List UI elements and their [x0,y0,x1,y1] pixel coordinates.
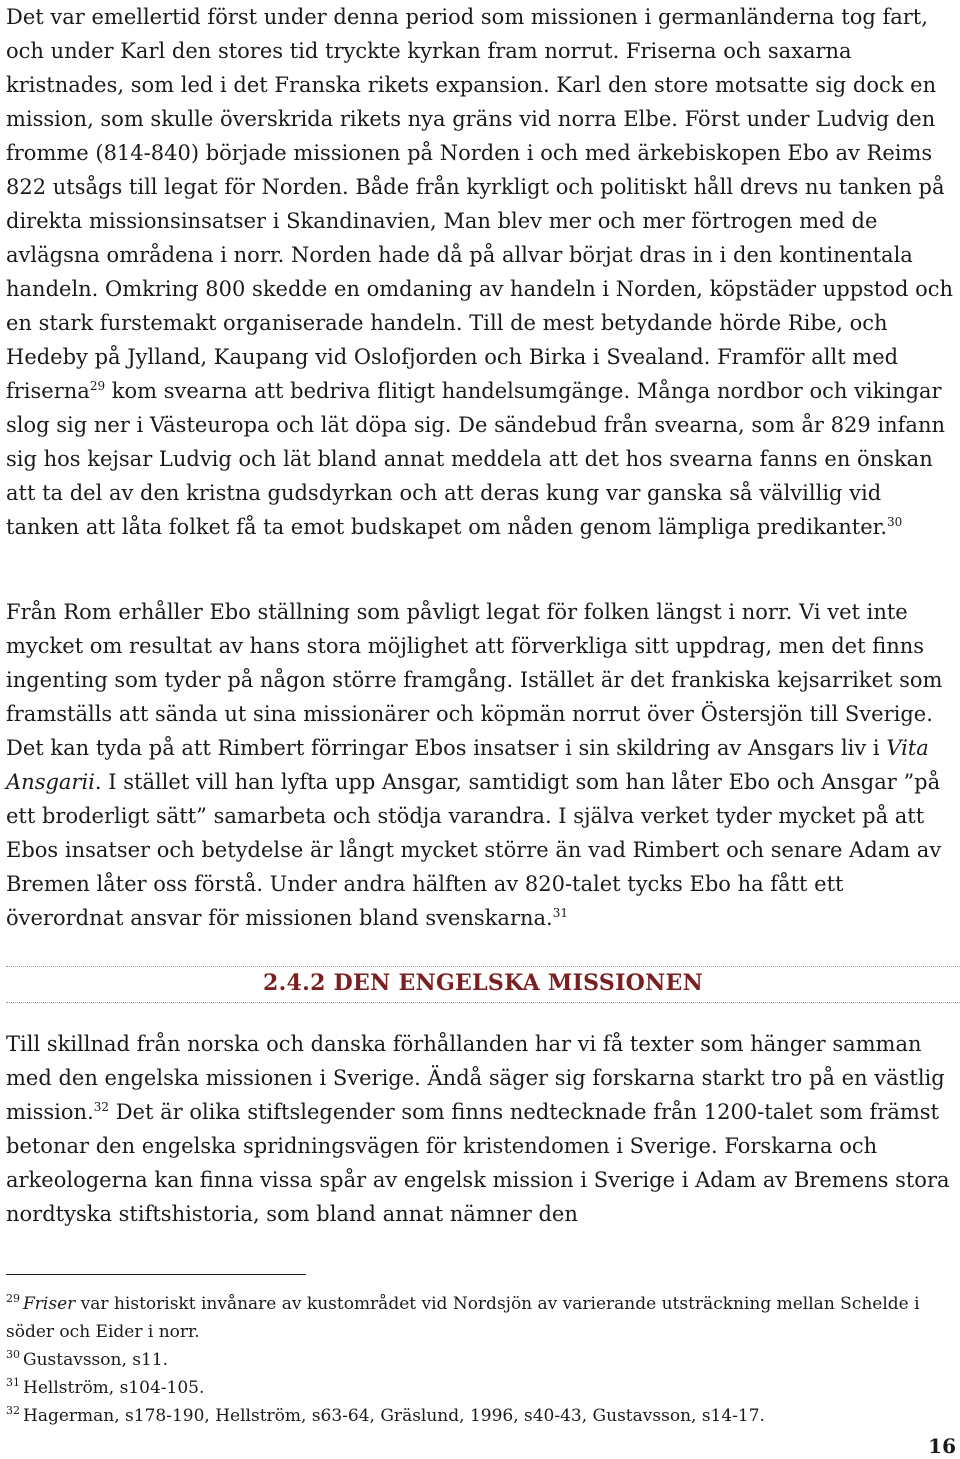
body-paragraph-3 [6,1027,956,1231]
heading-rule-bottom [6,1002,960,1003]
footnote-number: 29 [6,1292,20,1306]
body-paragraph-1 [6,0,956,544]
footnote-number: 30 [6,1348,20,1362]
paragraph-3-text-b: Det är olika stiftslegender som finns nedtecknade från 1200-talet som främst betonar den engelska spridningsvägen för kristendomen i Sverige. Forskarna och arkeologerna kan finna vissa spår av engelsk mission i Sverige i Adam av Bremens stora nordtyska stiftshistoria, som bland annat nämner den [6,1100,950,1226]
footnote-29 [6,1290,946,1346]
footnote-italic: Friser [23,1294,76,1314]
footnote-ref-30[interactable]: 30 [887,515,903,529]
section-heading: 2.4.2 DEN ENGELSKA MISSIONEN [262,970,704,996]
footnote-ref-32[interactable]: 32 [93,1100,110,1114]
paragraph-1-text-b: kom svearna att bedriva flitigt handelsumgänge. Många nordbor och vikingar slog sig ner i Västeuropa och lät döpa sig. De sändebud från svearna, som år 829 infann sig hos kejsar Ludvig och lät bland annat meddela att det hos svearna fanns en önskan att ta del av den kristna gudsdyrkan och att deras kung var ganska så välvillig vid tanken att låta folket få ta emot budskapet om nåden genom lämpliga predikanter. [6,379,945,539]
footnote-number: 31 [6,1376,20,1390]
section-heading-block [6,962,960,1004]
footnote-31 [6,1374,946,1402]
footnote-text: Hellström, s104-105. [23,1378,205,1398]
footnote-separator [6,1274,306,1275]
paragraph-2-text-a: Från Rom erhåller Ebo ställning som påvligt legat för folken längst i norr. Vi vet inte mycket om resultat av hans stora möjlighet att förverkliga sitt uppdrag, men det finns ingenting som tyder på någon större framgång. Istället är det frankiska kejsarriket som framställs att sända ut sina missionärer och köpmän norrut över Östersjön till Sverige. Det kan tyda på att Rimbert förringar Ebos insatser i sin skildring av Ansgars liv i [6,600,943,760]
vita-ansgarii-title: Vita Ansgarii [6,736,929,794]
footnote-32 [6,1402,946,1430]
footnote-text: Hagerman, s178-190, Hellström, s63-64, Gräslund, 1996, s40-43, Gustavsson, s14-17. [23,1406,765,1426]
footnote-ref-31[interactable]: 31 [552,906,568,920]
footnotes [6,1290,946,1430]
footnote-text: Gustavsson, s11. [23,1350,169,1370]
heading-rule-top [6,966,960,967]
paragraph-3-text-a: Till skillnad från norska och danska förhållanden har vi få texter som hänger samman med den engelska missionen i Sverige. Ändå säger sig forskarna starkt tro på en västlig mission. [6,1032,945,1124]
footnote-number: 32 [6,1404,20,1418]
paragraph-1-text-a: Det var emellertid först under denna period som missionen i germanländerna tog fart, och under Karl den stores tid tryckte kyrkan fram norrut. Friserna och saxarna kristnades, som led i det Franska rikets expansion. Karl den store motsatte sig dock en mission, som skulle överskrida rikets nya gräns vid norra Elbe. Först under Ludvig den fromme (814-840) började missionen på Norden i och med ärkebiskopen Ebo av Reims 822 utsågs till legat för Norden. Både från kyrkligt och politiskt håll drevs nu tanken på direkta missionsinsatser i Skandinavien, Man blev mer och mer förtrogen med de avlägsna områdena i norr. Norden hade då på allvar börjat dras in i den kontinentala handeln. Omkring 800 skedde en omdaning av handeln i Norden, köpstäder uppstod och en stark furstemakt organiserade handeln. Till de mest betydande hörde Ribe, och Hedeby på Jylland, Kaupang vid Oslofjorden och Birka i Svealand. Framför allt med friserna [6,5,954,403]
footnote-30 [6,1346,946,1374]
footnote-text: var historiskt invånare av kustområdet vid Nordsjön av varierande utsträckning mellan Schelde i söder och Eider i norr. [6,1294,920,1342]
page-number: 16 [928,1434,956,1458]
footnote-ref-29[interactable]: 29 [89,379,106,393]
body-paragraph-2 [6,595,956,935]
paragraph-2-text-b: . I stället vill han lyfta upp Ansgar, samtidigt som han låter Ebo och Ansgar ”på ett broderligt sätt” samarbeta och stödja varandra. I själva verket tyder mycket på att Ebos insatser och betydelse är långt mycket större än vad Rimbert och senare Adam av Bremen låter oss förstå. Under andra hälften av 820-talet tycks Ebo ha fått ett överordnat ansvar för missionen bland svenskarna. [6,770,942,930]
